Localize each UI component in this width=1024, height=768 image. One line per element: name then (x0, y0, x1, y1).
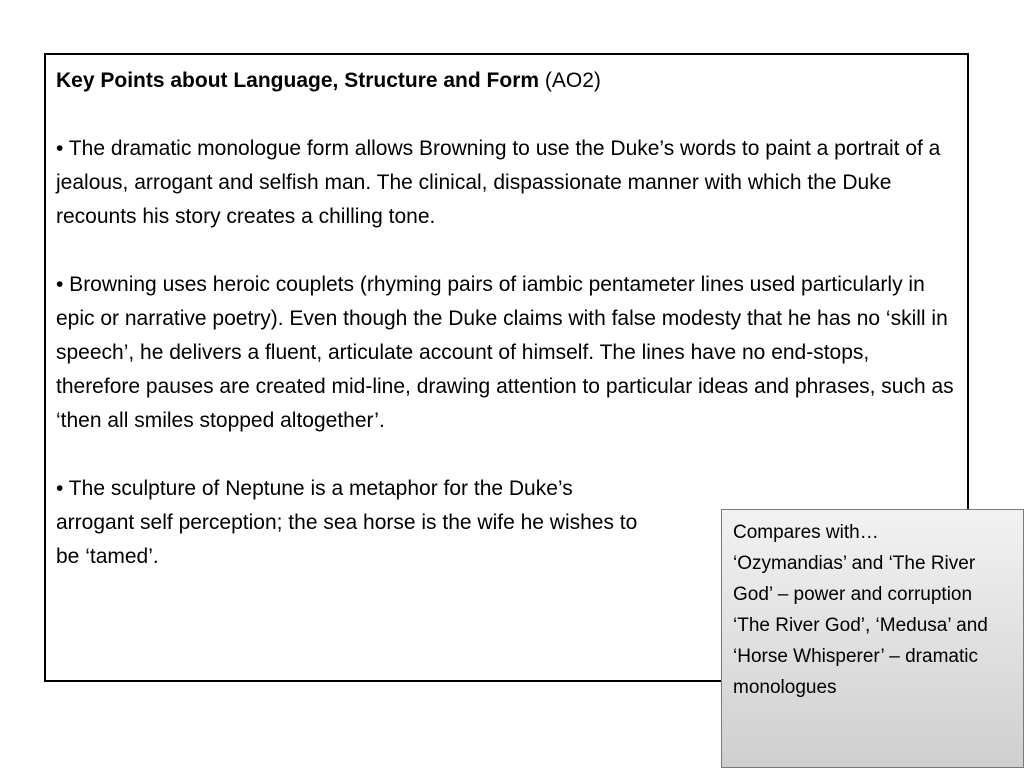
point-dramatic-monologue: • The dramatic monologue form allows Browning to use the Duke’s words to paint a portrait of a jealous, arrogant and selfish man. The clinical, dispassionate manner with which the Duke recounts his story creates a chilling tone. (56, 137, 941, 228)
key-points-heading (56, 64, 959, 98)
compares-item-monologues: ‘The River God’, ‘Medusa’ and ‘Horse Whisperer’ – dramatic monologues (733, 615, 988, 698)
compares-intro: Compares with… (733, 522, 879, 543)
compares-item-power: ‘Ozymandias’ and ‘The River God’ – power and corruption (733, 553, 976, 605)
point-heroic-couplets: • Browning uses heroic couplets (rhyming pairs of iambic pentameter lines used particularly in epic or narrative poetry). Even though the Duke claims with false modesty that he has no ‘skill in speech’, he delivers a fluent, articulate account of himself. The lines have no end-stops, therefore pauses are created mid-line, drawing attention to particular ideas and phrases, such as ‘then all smiles stopped altogether’. (56, 273, 954, 432)
compares-with-box (721, 509, 1024, 768)
heading-ao-label: (AO2) (539, 69, 601, 92)
point-neptune-sculpture: • The sculpture of Neptune is a metaphor for the Duke’s arrogant self perception; the sea horse is the wife he wishes to be ‘tamed’. (56, 477, 638, 568)
heading-bold-text: Key Points about Language, Structure and Form (56, 69, 540, 92)
